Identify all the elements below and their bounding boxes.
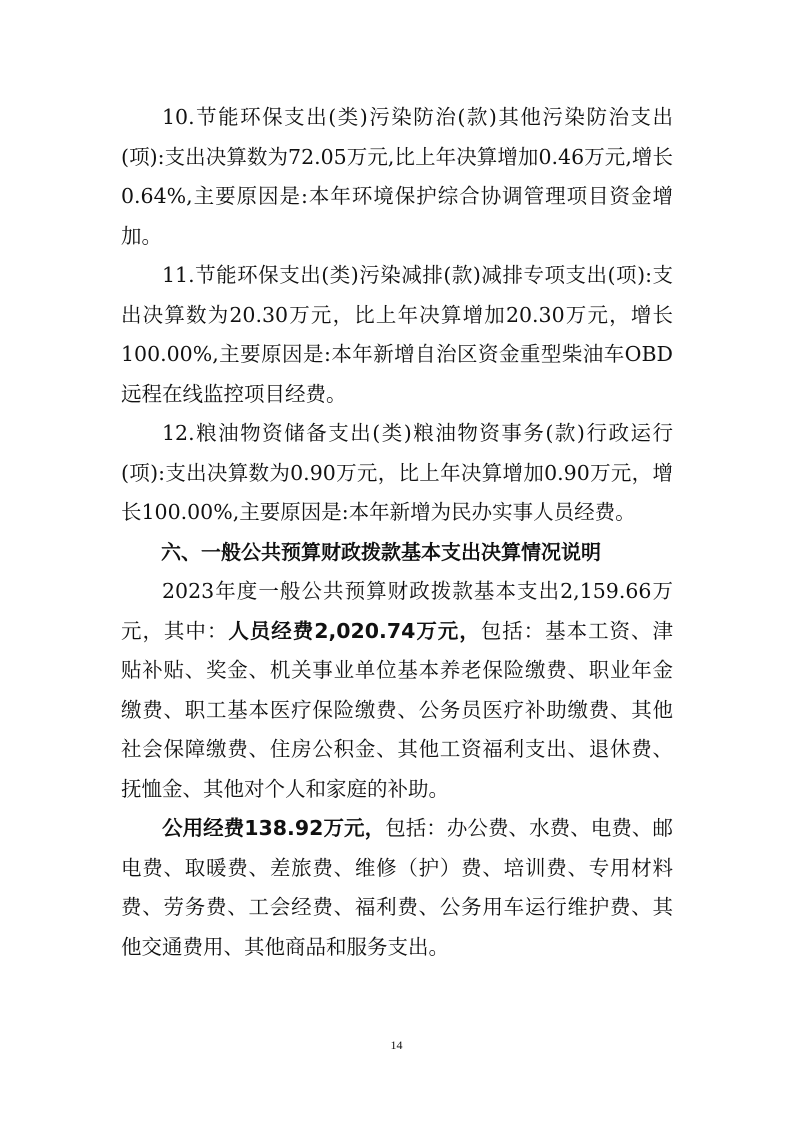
intro-text: 2023年度一般公共预算财政拨款基本支出2,159.66万元，其中： [121,579,673,643]
public-expense-amount: 公用经费138.92万元， [162,816,386,840]
personnel-expense-detail: 包括：基本工资、津贴补贴、奖金、机关事业单位基本养老保险缴费、职业年金缴费、职工基本医疗保险缴费、公务员医疗补助缴费、其他社会保障缴费、住房公积金、其他工资福利支出、退休费、抚恤金、其他对个人和家庭的补助。 [121,618,673,801]
section-heading: 六、一般公共预算财政拨款基本支出决算情况说明 [161,539,601,564]
paragraph-item-12: 12.粮油物资储备支出(类)粮油物资事务(款)行政运行(项):支出决算数为0.90万元，比上年决算增加0.90万元，增长100.00%,主要原因是:本年新增为民办实事人员经费。 [121,421,673,524]
page-number: 14 [390,1038,403,1052]
body-text [121,98,673,967]
paragraph-item-10: 10.节能环保支出(类)污染防治(款)其他污染防治支出(项):支出决算数为72.05万元,比上年决算增加0.46万元,增长0.64%,主要原因是:本年环境保护综合协调管理项目资金增加。 [121,105,673,248]
paragraph-item-11: 11.节能环保支出(类)污染减排(款)减排专项支出(项):支出决算数为20.30万元，比上年决算增加20.30万元，增长100.00%,主要原因是:本年新增自治区资金重型柴油车OBD远程在线监控项目经费。 [121,263,673,406]
public-expense-paragraph [121,809,673,967]
personnel-expense-paragraph [121,572,673,809]
public-expense-detail: 包括：办公费、水费、电费、邮电费、取暖费、差旅费、维修（护）费、培训费、专用材料费、劳务费、工会经费、福利费、公务用车运行维护费、其他交通费用、其他商品和服务支出。 [121,816,674,959]
personnel-expense-amount: 人员经费2,020.74万元， [228,618,481,643]
